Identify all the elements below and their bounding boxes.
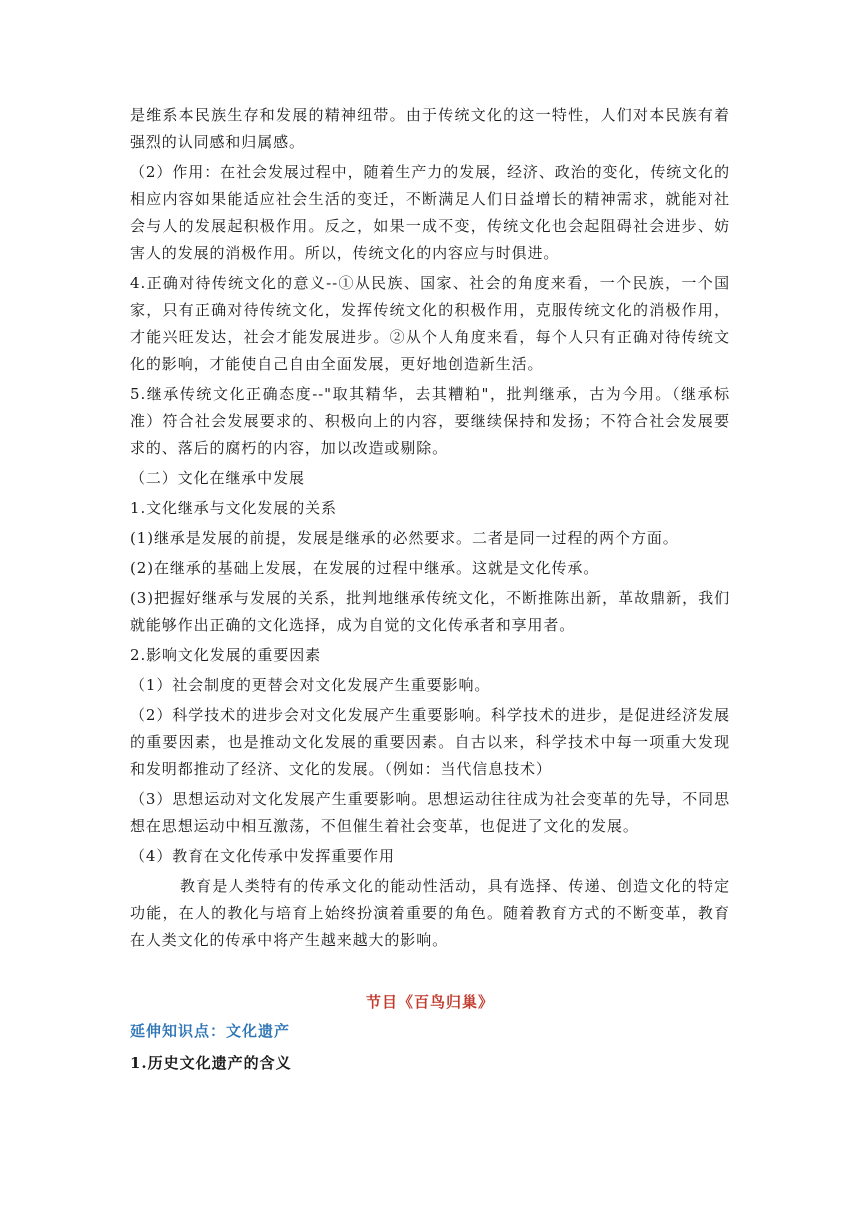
paragraph-education: 教育是人类特有的传承文化的能动性活动，具有选择、传递、创造文化的特定功能，在人的教化与培育上始终扮演着重要的角色。随着教育方式的不断变革，教育在人类文化的传承中将产生越来越大的影响。 xyxy=(130,877,730,949)
list-item: (3)把握好继承与发展的关系，批判地继承传统文化，不断推陈出新，革故鼎新，我们就能够作出正确的文化选择，成为自觉的文化传承者和享用者。 xyxy=(130,589,730,634)
heritage-definition-heading: 1.历史文化遗产的含义 xyxy=(130,1054,292,1072)
subheading-factors: 2.影响文化发展的重要因素 xyxy=(130,646,322,664)
list-item: （2）科学技术的进步会对文化发展产生重要影响。科学技术的进步，是促进经济发展的重要因素，也是推动文化发展的重要因素。自古以来，科学技术中每一项重大发现和发明都推动了经济、文化的发展。（例如：当代信息技术） xyxy=(130,706,730,778)
paragraph-significance: 4.正确对待传统文化的意义--①从民族、国家、社会的角度来看，一个民族，一个国家，只有正确对待传统文化，发挥传统文化的积极作用，克服传统文化的消极作用，才能兴旺发达，社会才能发展进步。②从个人角度来看，每个人只有正确对待传统文化的影响，才能使自己自由全面发展，更好地创造新生活。 xyxy=(130,274,730,373)
paragraph-spirit-bond: 是维系本民族生存和发展的精神纽带。由于传统文化的这一特性，人们对本民族有着强烈的认同感和归属感。 xyxy=(130,106,730,151)
list-item: (1)继承是发展的前提，发展是继承的必然要求。二者是同一过程的两个方面。 xyxy=(130,529,679,547)
list-item: （3）思想运动对文化发展产生重要影响。思想运动往往成为社会变革的先导，不同思想在思想运动中相互激荡，不但催生着社会变革，也促进了文化的发展。 xyxy=(130,790,730,835)
list-item: （1）社会制度的更替会对文化发展产生重要影响。 xyxy=(130,676,491,694)
subheading-relation: 1.文化继承与文化发展的关系 xyxy=(130,499,337,517)
list-item: (2)在继承的基础上发展，在发展的过程中继承。这就是文化传承。 xyxy=(130,559,600,577)
list-item: （4）教育在文化传承中发挥重要作用 xyxy=(130,847,395,865)
paragraph-function: （2）作用：在社会发展过程中，随着生产力的发展，经济、政治的变化，传统文化的相应内容如果能适应社会生活的变迁，不断满足人们日益增长的精神需求，就能对社会与人的发展起积极作用。反之，如果一成不变，传统文化也会起阻碍社会进步、妨害人的发展的消极作用。所以，传统文化的内容应与时俱进。 xyxy=(130,163,730,262)
paragraph-attitude: 5.继承传统文化正确态度--"取其精华，去其糟粕"，批判继承，古为今用。（继承标准）符合社会发展要求的、积极向上的内容，要继续保持和发扬；不符合社会发展要求的、落后的腐朽的内容，加以改造或剔除。 xyxy=(130,385,730,457)
document-page xyxy=(130,102,730,1075)
section-heading-inheritance: （二）文化在继承中发展 xyxy=(130,469,305,487)
extended-knowledge-heading: 延伸知识点：文化遗产 xyxy=(130,1022,291,1040)
program-title: 节目《百鸟归巢》 xyxy=(365,993,494,1011)
